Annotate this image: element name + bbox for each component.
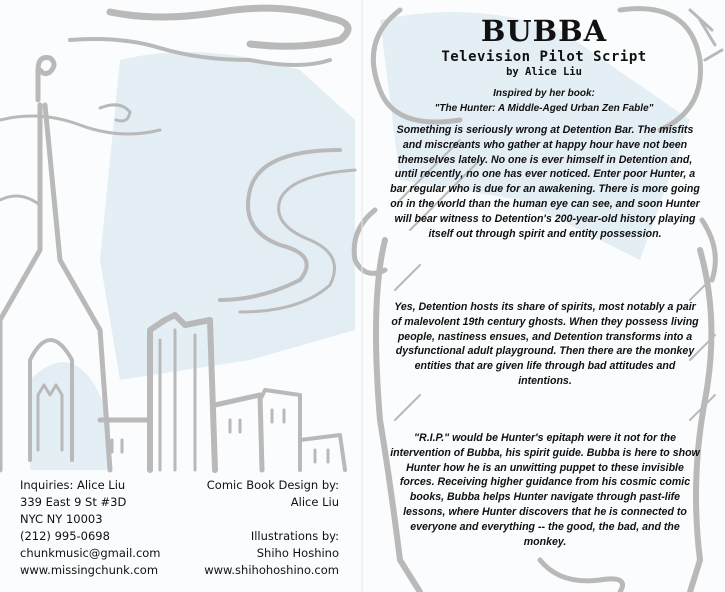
inspiration-label: Inspired by her book: — [493, 88, 595, 99]
church-steeple — [0, 105, 40, 320]
script-title: BUBBA — [480, 14, 608, 48]
building — [260, 390, 300, 470]
synopsis-paragraph: Yes, Detention hosts its share of spirits, most notably a pair of malevolent 19th century ghosts. When they possess living people, nastiness ensues, and Detention transforms into a dysfunctional adult playground. Then there are the monkey entities that are given life through bad attitudes and intentions. — [391, 301, 699, 387]
design-credit-label: Comic Book Design by: — [206, 478, 339, 492]
phone-line: (212) 995-0698 — [20, 529, 110, 543]
illustration-credit-name: Shiho Hoshino — [256, 546, 339, 560]
script-byline: by Alice Liu — [506, 66, 582, 78]
inspiration-book-title: "The Hunter: A Middle-Aged Urban Zen Fable" — [434, 103, 654, 114]
illustrator-website-link[interactable]: www.shihohoshino.com — [204, 563, 339, 577]
address-line: 339 East 9 St #3D — [20, 495, 127, 509]
inspiration-note — [363, 86, 725, 116]
contact-block — [20, 477, 161, 579]
inquiries-line: Inquiries: Alice Liu — [20, 478, 126, 492]
design-credit-name: Alice Liu — [290, 495, 339, 509]
swirl — [38, 58, 54, 101]
city-line: NYC NY 10003 — [20, 512, 103, 526]
synopsis-paragraph: "R.I.P." would be Hunter's epitaph were it not for the intervention of Bubba, his spirit guide. Bubba is here to show Hunter how he is an unwitting puppet to these invisible forces. Receiving higher guidance from his cosmic comic books, Bubba helps Hunter navigate through past-life lessons, where Hunter discovers that he is connected to everyone and everything -- the good, the bad, and the monkey. — [390, 432, 700, 548]
bubba-legs — [540, 560, 623, 592]
credits-block — [200, 477, 339, 579]
illustration-credit-label: Illustrations by: — [250, 529, 339, 543]
wavy-line — [110, 8, 348, 46]
synopsis-paragraph: Something is seriously wrong at Detention Bar. The misfits and miscreants who gather at happy hour have not been themselves lately. No one is ever himself in Detention and, until recently, no one has ever noticed. Enter poor Hunter, a bar regular who is due for an awakening. There is more going on in the world than the human eye can see, and soon Hunter will bear witness to Detention's 200-year-old history playing itself out through spirit and entity possession. — [390, 124, 700, 240]
email-link[interactable]: chunkmusic@gmail.com — [20, 546, 161, 560]
building — [300, 435, 345, 470]
building — [100, 395, 262, 470]
wavy-line — [0, 196, 40, 205]
website-link[interactable]: www.missingchunk.com — [20, 563, 159, 577]
spacer — [200, 511, 339, 528]
script-subtitle: Television Pilot Script — [441, 49, 647, 65]
